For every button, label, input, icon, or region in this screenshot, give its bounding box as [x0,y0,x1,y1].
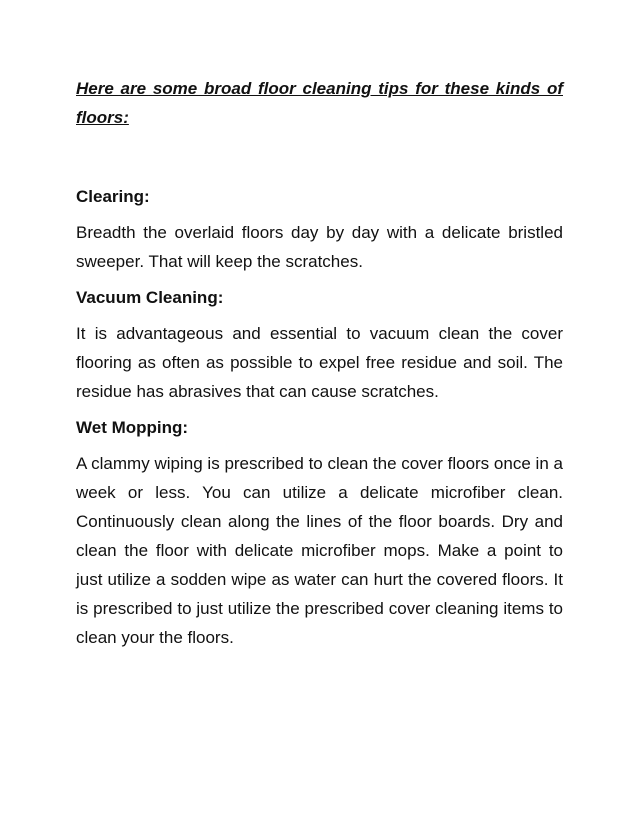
spacer [76,132,563,183]
spacer [76,211,563,218]
spacer [76,406,563,414]
intro-heading: Here are some broad floor cleaning tips for these kinds of floors: [76,79,563,127]
section-body-vacuum-cleaning: It is advantageous and essential to vacuum clean the cover flooring as often as possible to expel free residue and soil. The residue has abrasives that can cause scratches. [76,324,563,401]
section-body-wet-mopping: A clammy wiping is prescribed to clean the cover floors once in a week or less. You can utilize a delicate microfiber clean. Continuously clean along the lines of the floor boards. Dry and clean the floor with delicate microfiber mops. Make a point to just utilize a sodden wipe as water can hurt the covered floors. It is prescribed to just utilize the prescribed cover cleaning items to clean your the floors. [76,454,563,647]
section-heading-vacuum-cleaning: Vacuum Cleaning: [76,288,224,307]
section-body-clearing: Breadth the overlaid floors day by day with a delicate bristled sweeper. That will keep the scratches. [76,223,563,271]
spacer [76,276,563,284]
section-heading-clearing: Clearing: [76,187,150,206]
spacer [76,442,563,449]
document-content [76,74,563,652]
section-heading-wet-mopping: Wet Mopping: [76,418,189,437]
spacer [76,312,563,319]
